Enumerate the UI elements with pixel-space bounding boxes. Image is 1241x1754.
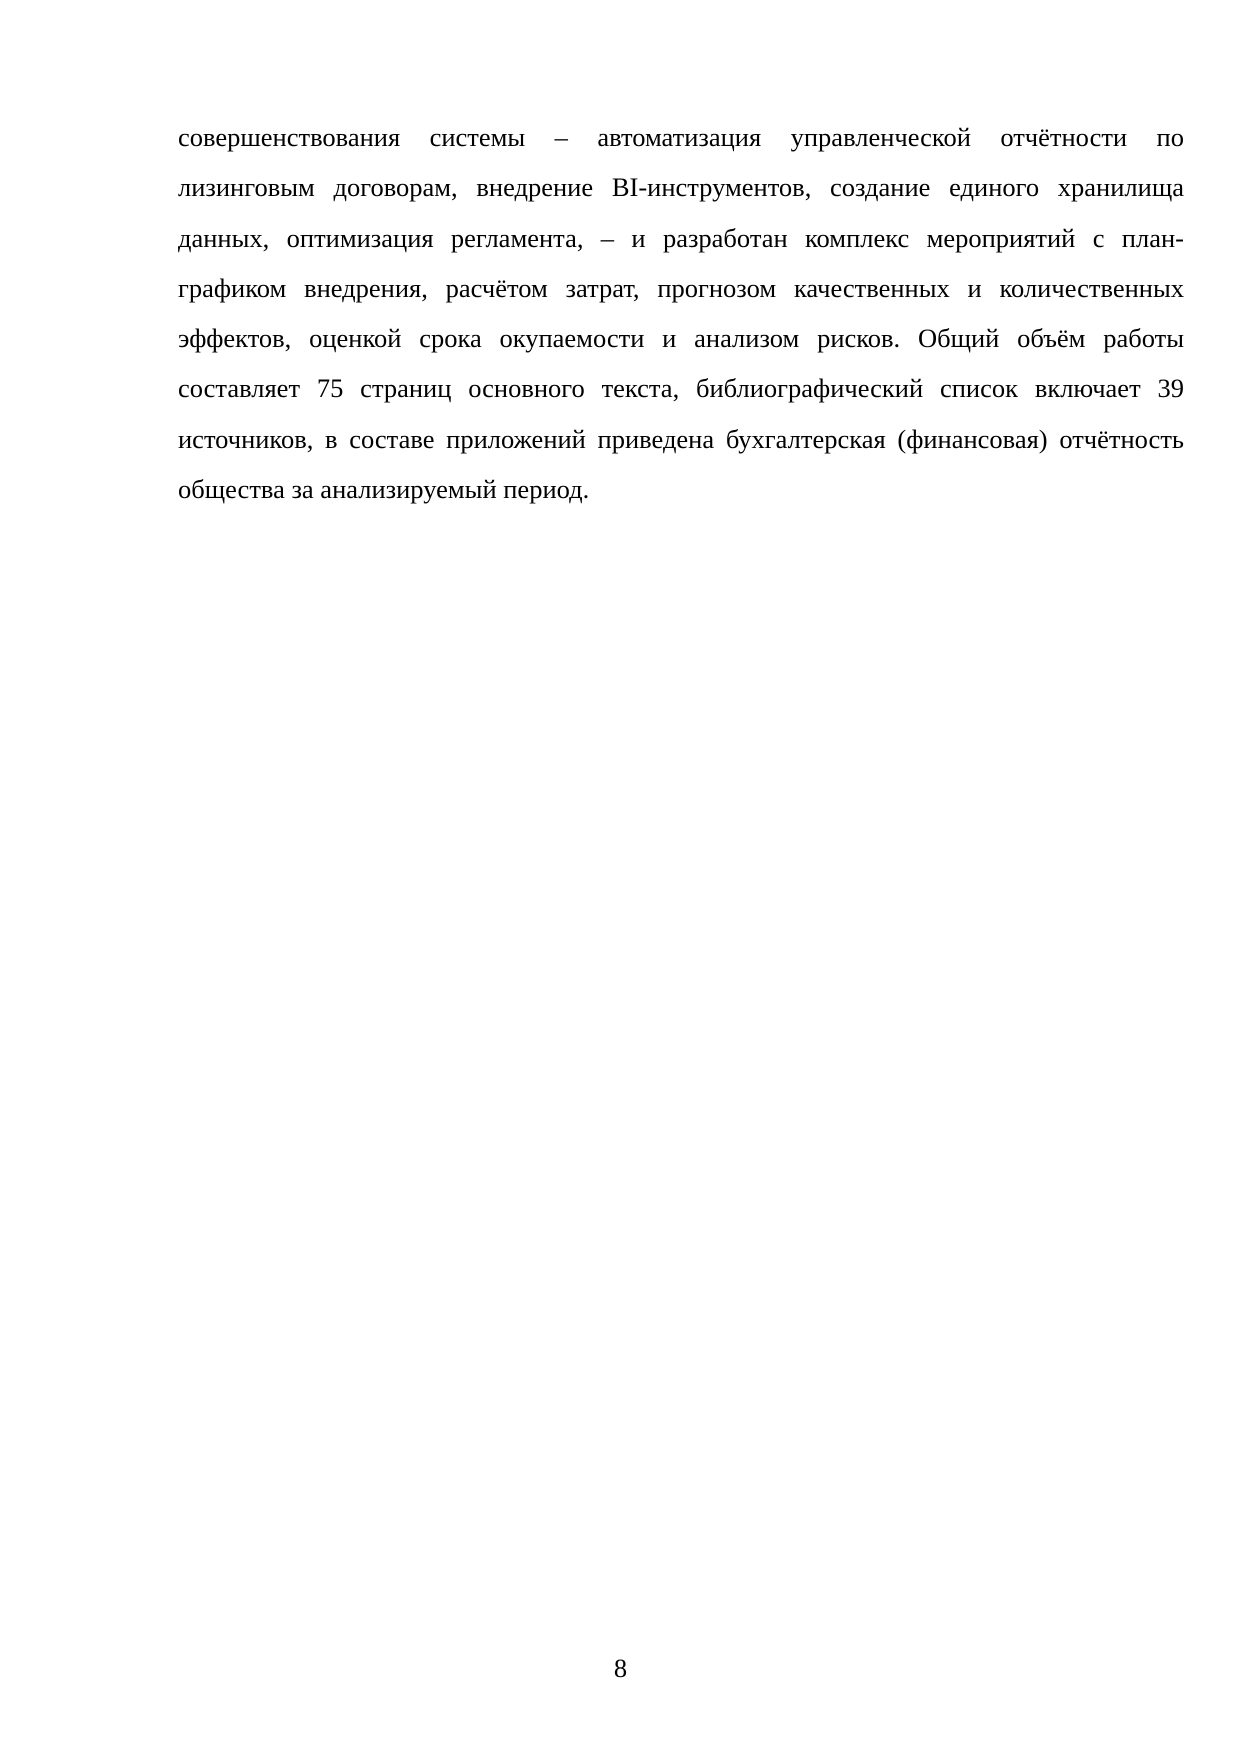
page-number: 8 — [613, 1653, 628, 1683]
body-paragraph: совершенствования системы – автоматизация управленческой отчётности по лизинговым договорам, внедрение BI-инструментов, создание единого хранилища данных, оптимизация регламента, – и разработан комплекс мероприятий с план-графиком внедрения, расчётом затрат, прогнозом качественных и количественных эффектов, оценкой срока окупаемости и анализом рисков. Общий объём работы составляет 75 страниц основного текста, библиографический список включает 39 источников, в составе приложений приведена бухгалтерская (финансовая) отчётность общества за анализируемый период. — [178, 122, 1184, 505]
